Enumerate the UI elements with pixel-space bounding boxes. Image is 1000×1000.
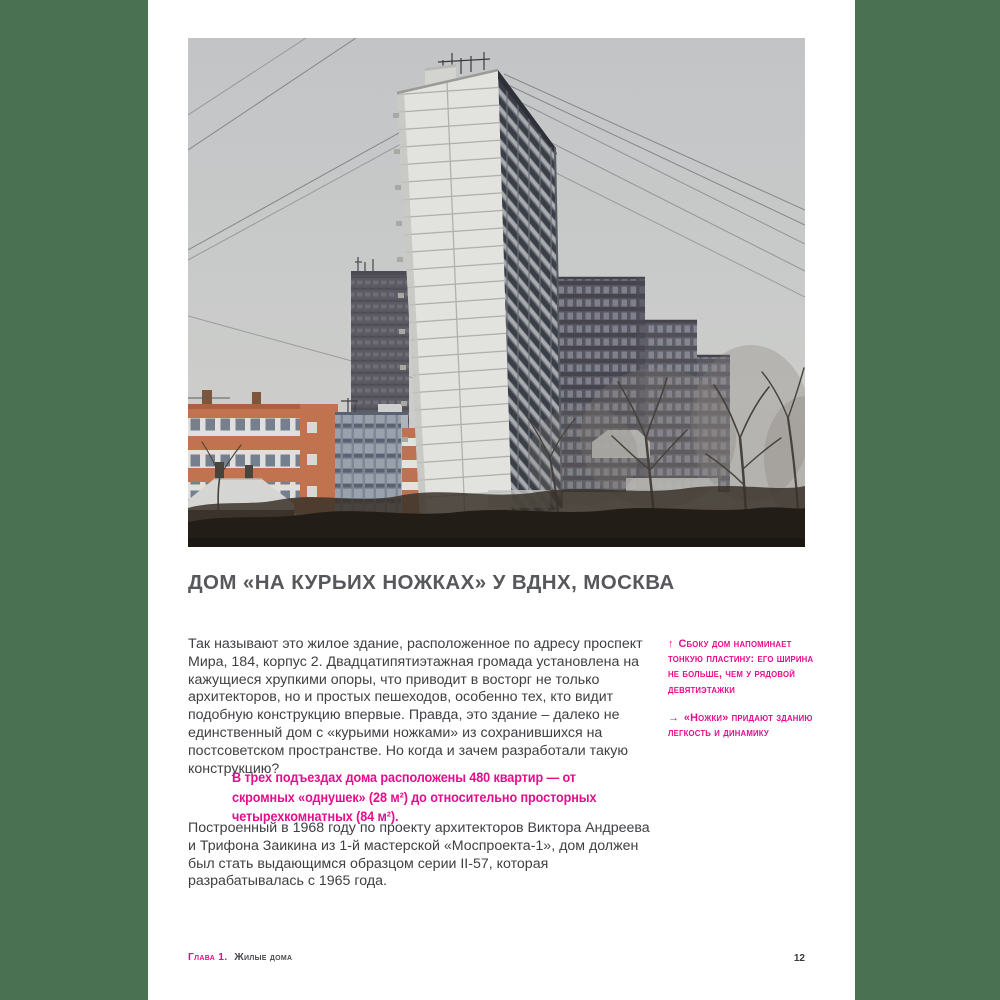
margin-note-1-text: Сбоку дом напоминает тонкую пластину: его ширина не больше, чем у рядовой девятиэтажки [668, 638, 814, 696]
book-page [148, 0, 855, 1000]
callout-fact: В трех подъездах дома расположены 480 квартир — от скромных «однушек» (28 м²) до относительно просторных четырехкомнатных (84 м²). [232, 770, 597, 824]
page-number: 12 [793, 953, 805, 964]
margin-note-2-text: «Ножки» придают зданию легкость и динамику [668, 711, 813, 740]
chapter-title: Жилые дома [234, 952, 293, 963]
margin-note-1 [668, 637, 814, 698]
margin-notes [668, 637, 814, 754]
body-paragraph-1: Так называют это жилое здание, расположенное по адресу проспект Мира, 184, корпус 2. Двадцатипятиэтажная громада установлена на кажущиеся хрупкими опоры, что приводит в восторг не только архитекторов, но и простых пешеходов, особенно тех, кто видит подобную конструкцию впервые. Правда, это здание – далеко не единственный дом с «курьими ножками» из сохранившихся на постсоветском пространстве. Но когда и зачем разработали такую конструкцию? [188, 636, 643, 777]
building-photo [188, 38, 805, 547]
article-title: ДОМ «НА КУРЬИХ НОЖКАХ» У ВДНХ, МОСКВА [188, 571, 675, 594]
right-arrow-icon: → [668, 711, 680, 724]
building-photo-image [188, 38, 805, 547]
margin-note-2 [668, 711, 814, 741]
running-footer [188, 952, 292, 963]
chapter-label: Глава 1. [188, 952, 228, 963]
up-arrow-icon: ↑ [668, 638, 674, 650]
body-paragraph-2: Построенный в 1968 году по проекту архитекторов Виктора Андреева и Трифона Заикина из 1-й мастерской «Моспроекта-1», дом должен был стать выдающимся образцом серии II-57, которая разрабатывалась с 1965 года. [188, 820, 650, 890]
